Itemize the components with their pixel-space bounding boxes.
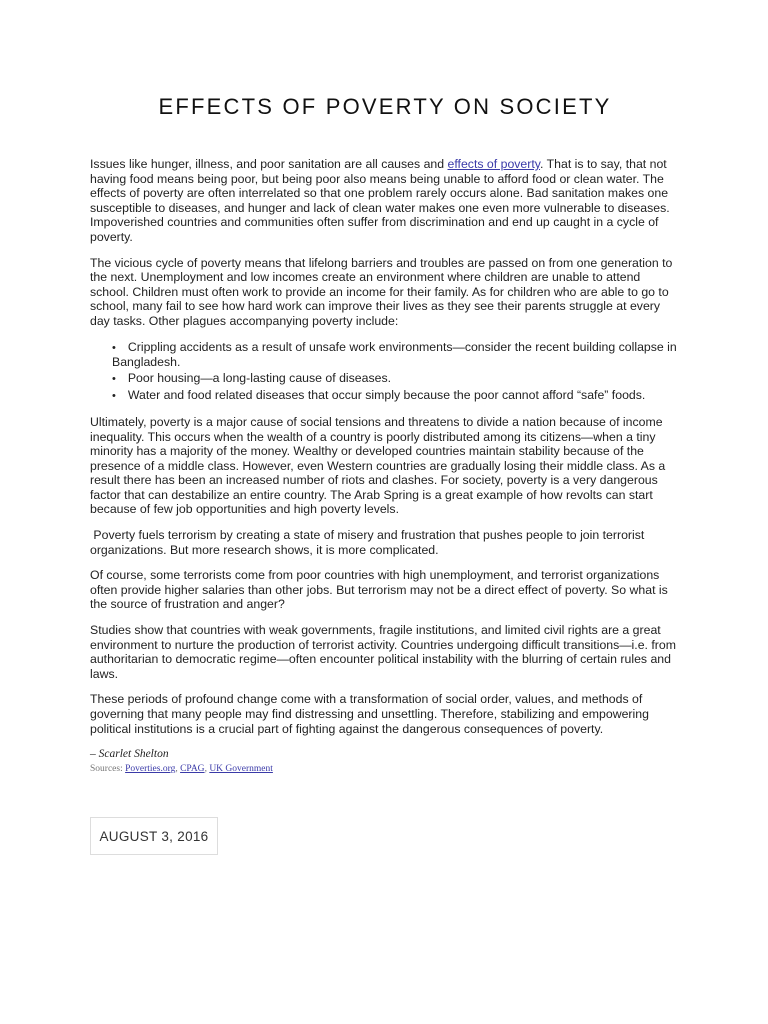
source-link-cpag[interactable]: CPAG (180, 764, 205, 775)
paragraph-3: Ultimately, poverty is a major cause of social tensions and threatens to divide a nation because of income inequality. This occurs when the wealth of a country is poorly distributed among its citizens—when a tiny minority has a majority of the money. Wealthy or developed countries maintain stability because of the presence of a middle class. However, even Western countries are gradually losing their middle class. As a result there has been an increased number of riots and clashes. For society, poverty is a very dangerous factor that can destabilize an entire country. The Arab Spring is a great example of how revolts can start because of few job opportunities and high poverty levels. (90, 414, 666, 517)
plagues-list (90, 340, 680, 404)
author-signature: – Scarlet Shelton (90, 748, 169, 761)
paragraph-2: The vicious cycle of poverty means that lifelong barriers and troubles are passed on from one generation to the next. Unemployment and low incomes create an environment where children are unable to attend school. Children must often work to provide an income for their family. As for children who are able to go to school, many fail to see how hard work can improve their lives as they see their parents struggle at every day tasks. Other plagues accompanying poverty include: (90, 255, 673, 328)
paragraph-5: Of course, some terrorists come from poor countries with high unemployment, and terrorist organizations often provide higher salaries than other jobs. But terrorism may not be a direct effect of poverty. So what is the source of frustration and anger? (90, 568, 668, 612)
paragraph-1-text-end: . That is to say, that not having food means being poor, but being poor also means being unable to afford food or clean water. The effects of poverty are often interrelated so that one problem rarely occurs alone. Bad sanitation makes one susceptible to diseases, and hunger and lack of clean water makes one even more vulnerable to diseases. Impoverished countries and communities often suffer from discrimination and end up caught in a cycle of poverty. (90, 157, 670, 244)
article-title: EFFECTS OF POVERTY ON SOCIETY (158, 94, 612, 119)
sources-separator: , (204, 764, 210, 775)
paragraph-7: These periods of profound change come with a transformation of social order, values, and methods of governing that many people may find distressing and unsettling. Therefore, stabilizing and empowering political institutions is a crucial part of fighting against the dangerous consequences of poverty. (90, 692, 649, 736)
source-link-uk-government[interactable]: UK Government (209, 764, 273, 775)
paragraph-1 (90, 157, 680, 245)
paragraph-4: Poverty fuels terrorism by creating a state of misery and frustration that pushes people to join terrorist organizations. But more research shows, it is more complicated. (90, 528, 648, 557)
article-body (90, 157, 680, 776)
sources-separator: , (175, 764, 181, 775)
list-item-text: Poor housing—a long-lasting cause of diseases. (127, 371, 392, 386)
bullet-icon: • (112, 341, 116, 354)
publish-date: AUGUST 3, 2016 (90, 817, 218, 855)
list-item (112, 371, 680, 387)
sources-label: Sources: (90, 764, 126, 775)
paragraph-1-text-start: Issues like hunger, illness, and poor sanitation are all causes and (90, 157, 448, 171)
paragraph-6: Studies show that countries with weak governments, fragile institutions, and limited civil rights are a great environment to nurture the production of terrorist activity. Countries undergoing difficult transitions—i.e. from authoritarian to democratic regime—often encounter political instability with the blurring of certain rules and laws. (90, 623, 676, 681)
source-link-poverties-org[interactable]: Poverties.org (125, 764, 176, 775)
bullet-icon: • (112, 390, 116, 403)
list-item (112, 340, 680, 370)
list-item-text: Water and food related diseases that occur simply because the poor cannot afford “safe” foods. (127, 388, 646, 403)
list-item (112, 388, 680, 404)
sources-line (90, 763, 680, 776)
list-item-text: Crippling accidents as a result of unsafe work environments—consider the recent building collapse in Bangladesh. (112, 339, 677, 370)
effects-of-poverty-link[interactable]: effects of poverty (447, 157, 541, 171)
bullet-icon: • (112, 373, 116, 386)
